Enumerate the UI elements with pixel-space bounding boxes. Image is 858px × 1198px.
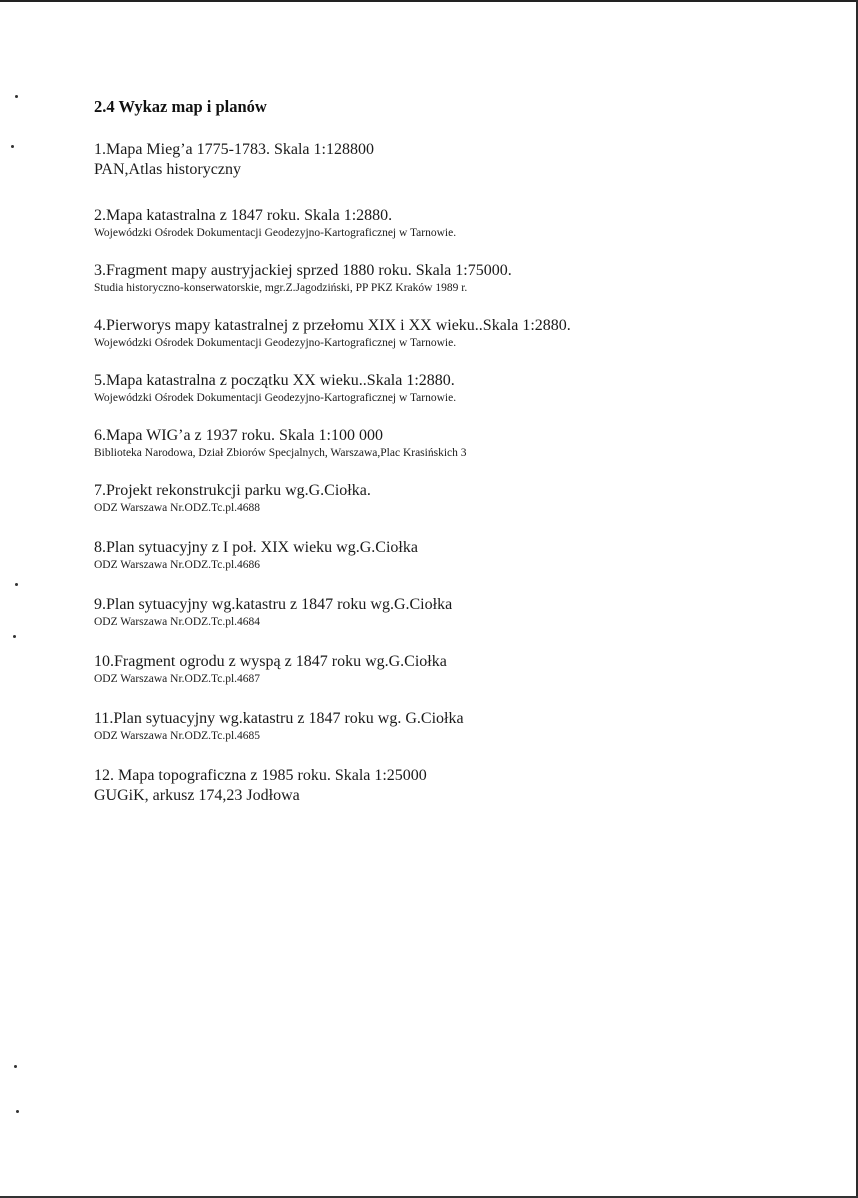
- entry-title: 6.Mapa WIG’a z 1937 roku. Skala 1:100 000: [94, 427, 383, 444]
- entry-source: ODZ Warszawa Nr.ODZ.Tc.pl.4688: [94, 502, 261, 514]
- entry-title: 10.Fragment ogrodu z wyspą z 1847 roku wg.G.Ciołka: [94, 653, 447, 670]
- entry-title: 5.Mapa katastralna z początku XX wieku..Skala 1:2880.: [94, 372, 455, 389]
- entry-source: ODZ Warszawa Nr.ODZ.Tc.pl.4686: [94, 559, 261, 571]
- punch-hole-mark: [16, 1110, 19, 1113]
- entry-source: Wojewódzki Ośrodek Dokumentacji Geodezyjno-Kartograficznej w Tarnowie.: [94, 227, 457, 239]
- list-item: [94, 261, 814, 296]
- list-item: [94, 481, 814, 516]
- entry-source: ODZ Warszawa Nr.ODZ.Tc.pl.4684: [94, 616, 261, 628]
- entry-source: ODZ Warszawa Nr.ODZ.Tc.pl.4687: [94, 673, 261, 685]
- punch-hole-mark: [15, 583, 18, 586]
- list-item: [94, 652, 814, 687]
- list-item: [94, 595, 814, 630]
- entry-source: Wojewódzki Ośrodek Dokumentacji Geodezyjno-Kartograficznej w Tarnowie.: [94, 337, 457, 349]
- entry-source: ODZ Warszawa Nr.ODZ.Tc.pl.4685: [94, 730, 261, 742]
- list-item: [94, 709, 814, 744]
- section-heading: 2.4 Wykaz map i planów: [94, 97, 267, 116]
- list-item: [94, 538, 814, 573]
- scan-edge-top: [0, 0, 858, 2]
- list-item: [94, 140, 814, 180]
- punch-hole-mark: [11, 145, 14, 148]
- list-item: [94, 766, 814, 806]
- punch-hole-mark: [14, 1065, 17, 1068]
- entry-source: GUGiK, arkusz 174,23 Jodłowa: [94, 787, 300, 804]
- list-item: [94, 206, 814, 241]
- entry-source: Biblioteka Narodowa, Dział Zbiorów Specjalnych, Warszawa,Plac Krasińskich 3: [94, 447, 467, 459]
- entry-title: 9.Plan sytuacyjny wg.katastru z 1847 roku wg.G.Ciołka: [94, 596, 453, 613]
- list-item: [94, 316, 814, 351]
- punch-hole-mark: [13, 635, 16, 638]
- entry-title: 8.Plan sytuacyjny z I poł. XIX wieku wg.G.Ciołka: [94, 539, 418, 556]
- entry-title: 12. Mapa topograficzna z 1985 roku. Skala 1:25000: [94, 767, 427, 784]
- entry-title: 11.Plan sytuacyjny wg.katastru z 1847 roku wg. G.Ciołka: [94, 710, 464, 727]
- entry-source: Wojewódzki Ośrodek Dokumentacji Geodezyjno-Kartograficznej w Tarnowie.: [94, 392, 457, 404]
- entry-title: 2.Mapa katastralna z 1847 roku. Skala 1:2880.: [94, 207, 393, 224]
- punch-hole-mark: [15, 95, 18, 98]
- entry-source: PAN,Atlas historyczny: [94, 161, 241, 178]
- list-item: [94, 426, 814, 461]
- list-item: [94, 371, 814, 406]
- entry-source: Studia historyczno-konserwatorskie, mgr.Z.Jagodziński, PP PKZ Kraków 1989 r.: [94, 282, 468, 294]
- entry-title: 4.Pierworys mapy katastralnej z przełomu XIX i XX wieku..Skala 1:2880.: [94, 317, 571, 334]
- entry-title: 7.Projekt rekonstrukcji parku wg.G.Ciołka.: [94, 482, 371, 499]
- entry-title: 1.Mapa Mieg’a 1775-1783. Skala 1:128800: [94, 141, 374, 158]
- document-content: [94, 96, 814, 806]
- entry-title: 3.Fragment mapy austryjackiej sprzed 1880 roku. Skala 1:75000.: [94, 262, 512, 279]
